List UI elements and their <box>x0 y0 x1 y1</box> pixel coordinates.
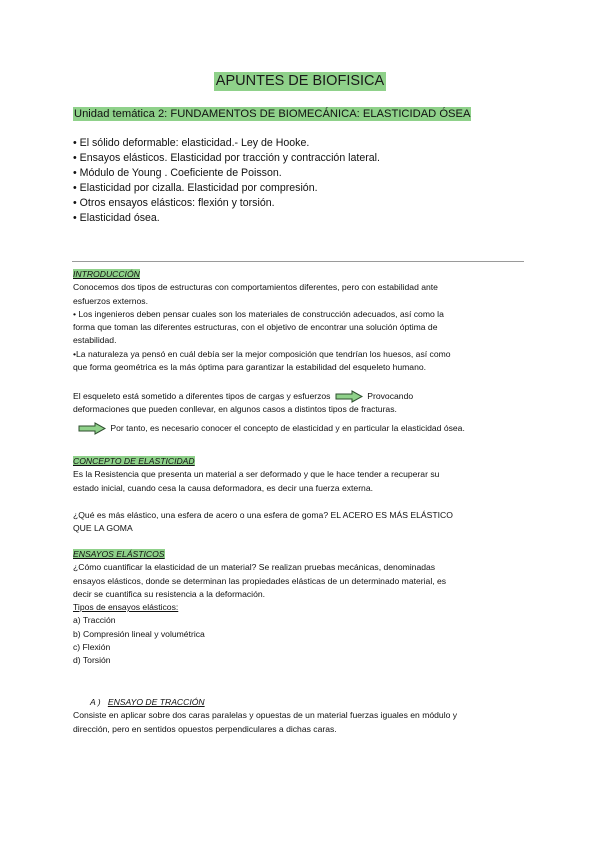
ensayos-line: ensayos elásticos, donde se determinan las propiedades elásticas de un determinado material, es <box>73 575 447 586</box>
type-item: b) Compresión lineal y volumétrica <box>73 628 205 639</box>
concepto-question: ¿Qué es más elástico, una esfera de acero o una esfera de goma? EL ACERO ES MÁS ELÁSTICO <box>73 509 453 520</box>
intro-line: •La naturaleza ya pensó en cuál debía ser la mejor composición que tendrían los huesos, así como <box>73 348 451 359</box>
intro-line: • Los ingenieros deben pensar cuales son los materiales de construcción adecuados, así como la <box>73 308 444 319</box>
concepto-line: Es la Resistencia que presenta un material a ser deformado y que le hace tender a recuperar su <box>73 469 440 480</box>
concepto-section <box>73 455 528 535</box>
intro-section <box>73 268 528 374</box>
intro-line: que forma geométrica es la más óptima para garantizar la estabilidad del esqueleto humano. <box>73 362 427 373</box>
arrow-line-3: Por tanto, es necesario conocer el concepto de elasticidad y en particular la elasticidad ósea. <box>110 422 465 433</box>
concepto-heading: CONCEPTO DE ELASTICIDAD <box>73 456 195 466</box>
intro-line: estabilidad. <box>73 335 117 346</box>
type-item: c) Flexión <box>73 642 111 653</box>
arrow-line-a: El esqueleto está sometido a diferentes tipos de cargas y esfuerzos <box>73 391 331 401</box>
topic-item: • Ensayos elásticos. Elasticidad por tracción y contracción lateral. <box>73 151 380 164</box>
ensayos-section <box>73 548 528 668</box>
arrow-line-b: Provocando <box>367 391 414 401</box>
traccion-heading: ENSAYO DE TRACCIÓN <box>107 697 205 707</box>
concepto-line: estado inicial, cuando cesa la causa deformadora, es decir una fuerza externa. <box>73 482 374 493</box>
topic-item: • El sólido deformable: elasticidad.- Ley de Hooke. <box>73 137 310 149</box>
traccion-line: dirección, pero en sentidos opuestos perpendiculares a dichas caras. <box>73 723 337 734</box>
right-arrow-icon <box>78 422 106 435</box>
traccion-section <box>73 696 528 736</box>
section-divider <box>72 261 524 262</box>
traccion-line: Consiste en aplicar sobre dos caras paralelas y opuestas de un material fuerzas iguales en módulo y <box>73 710 458 721</box>
right-arrow-icon <box>335 390 363 403</box>
types-label: Tipos de ensayos elásticos: <box>73 602 179 613</box>
concepto-question: QUE LA GOMA <box>73 523 133 534</box>
ensayos-line: decir se cuantifica su resistencia a la deformación. <box>73 588 266 599</box>
section-letter: A ) <box>90 697 101 707</box>
type-item: d) Torsión <box>73 655 111 666</box>
topic-item: • Módulo de Young . Coeficiente de Poisson. <box>73 166 282 179</box>
intro-line: esfuerzos externos. <box>73 295 148 306</box>
topic-item: • Elasticidad ósea. <box>73 211 160 224</box>
topics-list <box>73 136 380 225</box>
topic-item: • Elasticidad por cizalla. Elasticidad por compresión. <box>73 181 318 194</box>
intro-line: Conocemos dos tipos de estructuras con comportamientos diferentes, pero con estabilidad ante <box>73 282 438 293</box>
ensayos-heading: ENSAYOS ELÁSTICOS <box>73 549 165 559</box>
topic-item: • Otros ensayos elásticos: flexión y torsión. <box>73 196 275 209</box>
intro-heading: INTRODUCCIÓN <box>73 269 140 279</box>
ensayos-line: ¿Cómo cuantificar la elasticidad de un material? Se realizan pruebas mecánicas, denominadas <box>73 562 436 573</box>
document-title: APUNTES DE BIOFISICA <box>215 73 385 89</box>
arrow-line-2: deformaciones que pueden conllevar, en algunos casos a distintos tipos de fracturas. <box>73 404 397 415</box>
intro-line: forma que toman las diferentes estructuras, con el objetivo de encontrar una solución óptima de <box>73 322 438 333</box>
arrow-paragraph <box>73 389 528 435</box>
type-item: a) Tracción <box>73 615 116 626</box>
unit-subtitle: Unidad temática 2: FUNDAMENTOS DE BIOMECÁNICA: ELASTICIDAD ÓSEA <box>74 108 471 120</box>
